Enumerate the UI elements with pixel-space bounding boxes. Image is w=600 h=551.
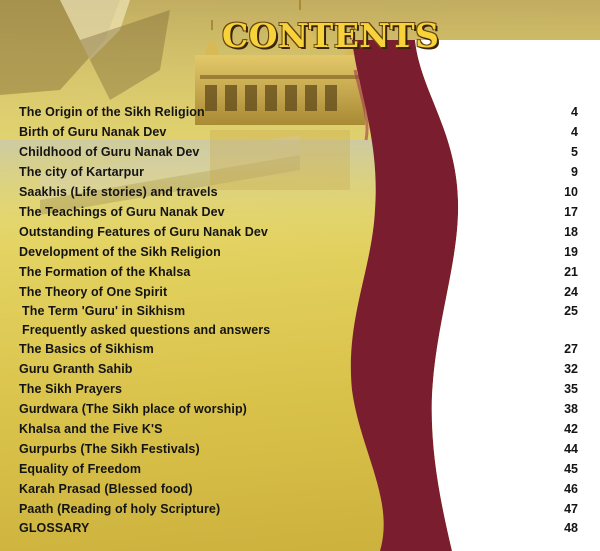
toc-entry[interactable] [0, 105, 600, 125]
toc-entry[interactable] [0, 422, 600, 442]
toc-entry[interactable] [0, 265, 600, 285]
toc-entry-page: 27 [564, 342, 578, 356]
toc-entry-page: 48 [564, 521, 578, 535]
toc-entry-page: 45 [564, 462, 578, 476]
toc-entry[interactable] [0, 323, 600, 343]
toc-entry-page: 9 [571, 165, 578, 179]
toc-entry-page: 17 [564, 205, 578, 219]
toc-entry-title: The Basics of Sikhism [19, 342, 154, 356]
toc-entry[interactable] [0, 225, 600, 245]
toc-entry-title: Guru Granth Sahib [19, 362, 133, 376]
toc-entry-title: The Teachings of Guru Nanak Dev [19, 205, 225, 219]
toc-entry-page: 24 [564, 285, 578, 299]
toc-entry-title: Outstanding Features of Guru Nanak Dev [19, 225, 268, 239]
toc-entry[interactable] [0, 342, 600, 362]
toc-entry[interactable] [0, 502, 600, 522]
toc-entry-title: The Theory of One Spirit [19, 285, 168, 299]
toc-entry[interactable] [0, 125, 600, 145]
toc-entry-title: The Term 'Guru' in Sikhism [22, 304, 186, 318]
toc-entry-page: 21 [564, 265, 578, 279]
toc-entry-title: Development of the Sikh Religion [19, 245, 221, 259]
toc-entry-title: The Sikh Prayers [19, 382, 123, 396]
toc-entry-title: Khalsa and the Five K'S [19, 422, 163, 436]
toc-entry-page: 35 [564, 382, 578, 396]
toc-entry-title: Frequently asked questions and answers [22, 323, 271, 337]
toc-entry[interactable] [0, 442, 600, 462]
toc-entry-page: 46 [564, 482, 578, 496]
toc-entry-page: 38 [564, 402, 578, 416]
toc-entry-title: Paath (Reading of holy Scripture) [19, 502, 221, 516]
toc-entry[interactable] [0, 402, 600, 422]
toc-entry-title: Karah Prasad (Blessed food) [19, 482, 193, 496]
toc-entry[interactable] [0, 205, 600, 225]
toc-entry-title: The Formation of the Khalsa [19, 265, 191, 279]
toc-entry-title: Gurpurbs (The Sikh Festivals) [19, 442, 200, 456]
toc-entry-page: 44 [564, 442, 578, 456]
toc-entry[interactable] [0, 362, 600, 382]
toc-entry[interactable] [0, 304, 600, 324]
toc-entry-title: The Origin of the Sikh Religion [19, 105, 205, 119]
toc-entry[interactable] [0, 285, 600, 305]
toc-entry-page: 25 [564, 304, 578, 318]
toc-entry-page: 5 [571, 145, 578, 159]
toc-entry-page: 42 [564, 422, 578, 436]
toc-entry-page: 32 [564, 362, 578, 376]
toc-entry-page: 18 [564, 225, 578, 239]
toc-entry-page: 4 [571, 105, 578, 119]
toc-entry[interactable] [0, 521, 600, 541]
toc-entry-title: Equality of Freedom [19, 462, 142, 476]
toc-entry-title: Birth of Guru Nanak Dev [19, 125, 167, 139]
toc-entry-page: 10 [564, 185, 578, 199]
toc-entry-title: Gurdwara (The Sikh place of worship) [19, 402, 247, 416]
toc-entry-title: Childhood of Guru Nanak Dev [19, 145, 200, 159]
toc-entry[interactable] [0, 145, 600, 165]
toc-entry[interactable] [0, 382, 600, 402]
toc-entry-page: 47 [564, 502, 578, 516]
toc-entry-page: 19 [564, 245, 578, 259]
toc-entry-title: The city of Kartarpur [19, 165, 145, 179]
toc-entry[interactable] [0, 482, 600, 502]
toc-entry-title: Saakhis (Life stories) and travels [19, 185, 218, 199]
toc-entry[interactable] [0, 462, 600, 482]
page-title: CONTENTS [222, 16, 440, 55]
toc-entry-page: 4 [571, 125, 578, 139]
toc-entry[interactable] [0, 185, 600, 205]
toc-entry-title: GLOSSARY [19, 521, 90, 535]
toc-entry[interactable] [0, 245, 600, 265]
toc-entry[interactable] [0, 165, 600, 185]
